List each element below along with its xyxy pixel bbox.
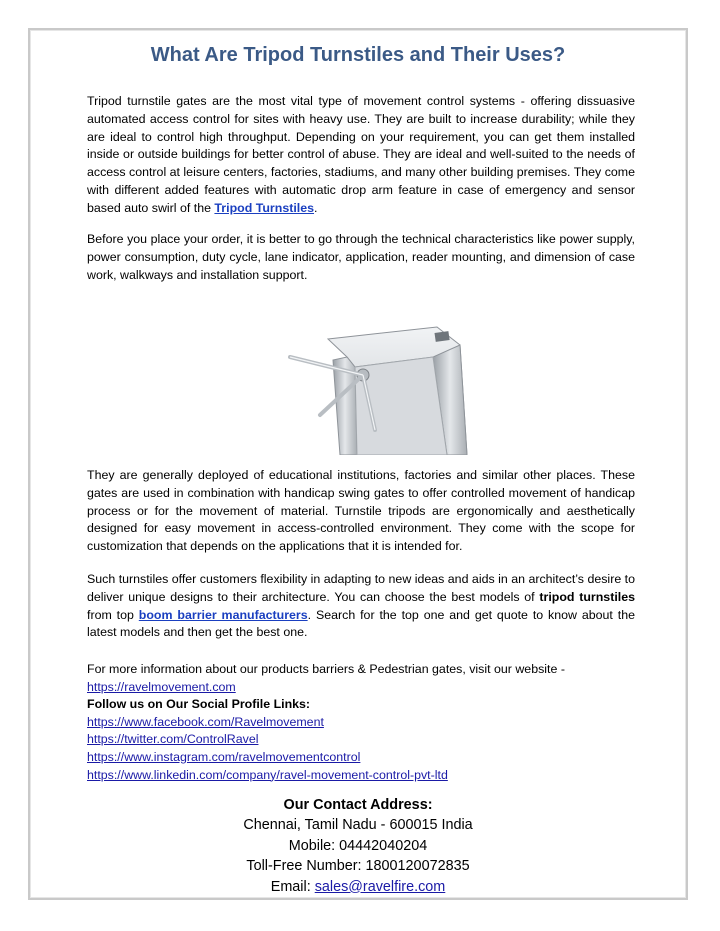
email-link[interactable]: sales@ravelfire.com: [314, 878, 446, 895]
flexibility-text-c: . Search for the top one and get quote to know about the latest models and then get the best one.: [87, 607, 635, 640]
contact-address: Chennai, Tamil Nadu - 600015 India: [243, 817, 473, 834]
boom-barrier-manufacturers-link[interactable]: boom barrier manufacturers: [138, 607, 308, 622]
document-page: [28, 28, 688, 900]
instagram-link[interactable]: https://www.instagram.com/ravelmovementcontrol: [87, 749, 361, 764]
intro-end: .: [314, 200, 318, 215]
contact-tollfree: Toll-Free Number: 1800120072835: [246, 858, 470, 875]
flexibility-text-b: from top: [87, 607, 139, 622]
contact-mobile: Mobile: 04442040204: [288, 837, 428, 854]
intro-paragraph: [87, 93, 635, 218]
intro-text: Tripod turnstile gates are the most vital type of movement control systems - offering dissuasive automated access control for sites with heavy use. They are built to increase durability; while they are ideal to control high throughput. Depending on your requirement, you can get them installed inside or outside buildings for better control of abuse. They are ideal and well-suited to the needs of access control at leisure centers, factories, stadiums, and many other building premises. They come with different added features with automatic drop arm feature in case of emergency and sensor based auto swirl of the: [87, 94, 635, 215]
email-label: Email:: [270, 878, 315, 895]
more-info-text: For more information about our products barriers & Pedestrian gates, visit our website -: [87, 662, 565, 676]
linkedin-link[interactable]: https://www.linkedin.com/company/ravel-movement-control-pvt-ltd: [87, 767, 448, 782]
technical-paragraph: Before you place your order, it is better to go through the technical characteristics like power supply, power consumption, duty cycle, lane indicator, application, reader mounting, and dimension of case work, walkways and installation support.: [87, 232, 635, 282]
contact-heading: Our Contact Address:: [283, 797, 433, 813]
tripod-turnstiles-link[interactable]: Tripod Turnstiles: [214, 200, 315, 215]
facebook-link[interactable]: https://www.facebook.com/Ravelmovement: [87, 714, 324, 729]
social-links-section: [87, 661, 647, 784]
contact-email-line: [30, 877, 686, 897]
tripod-turnstiles-bold: tripod turnstiles: [539, 589, 635, 604]
twitter-link[interactable]: https://twitter.com/ControlRavel: [87, 732, 259, 747]
flexibility-paragraph: [87, 571, 635, 642]
page-title: What Are Tripod Turnstiles and Their Uses?: [150, 44, 566, 66]
website-link[interactable]: https://ravelmovement.com: [87, 679, 236, 694]
follow-us-heading: Follow us on Our Social Profile Links:: [87, 697, 311, 712]
flexibility-text-a: Such turnstiles offer customers flexibility in adapting to new ideas and aids in an architect’s desire to deliver unique designs to their architecture. You can choose the best models of: [87, 572, 635, 604]
deployment-paragraph: They are generally deployed of educational institutions, factories and similar other places. These gates are used in combination with handicap swing gates to offer controlled movement of handicap process or for the movement of material. Turnstile tripods are ergonomically and aesthetically designed for easy movement in access-controlled environment. They come with the scope for customization that depends on the applications that it is intended for.: [87, 468, 635, 554]
tripod-turnstile-image: [235, 305, 490, 455]
contact-address-block: [30, 795, 686, 897]
